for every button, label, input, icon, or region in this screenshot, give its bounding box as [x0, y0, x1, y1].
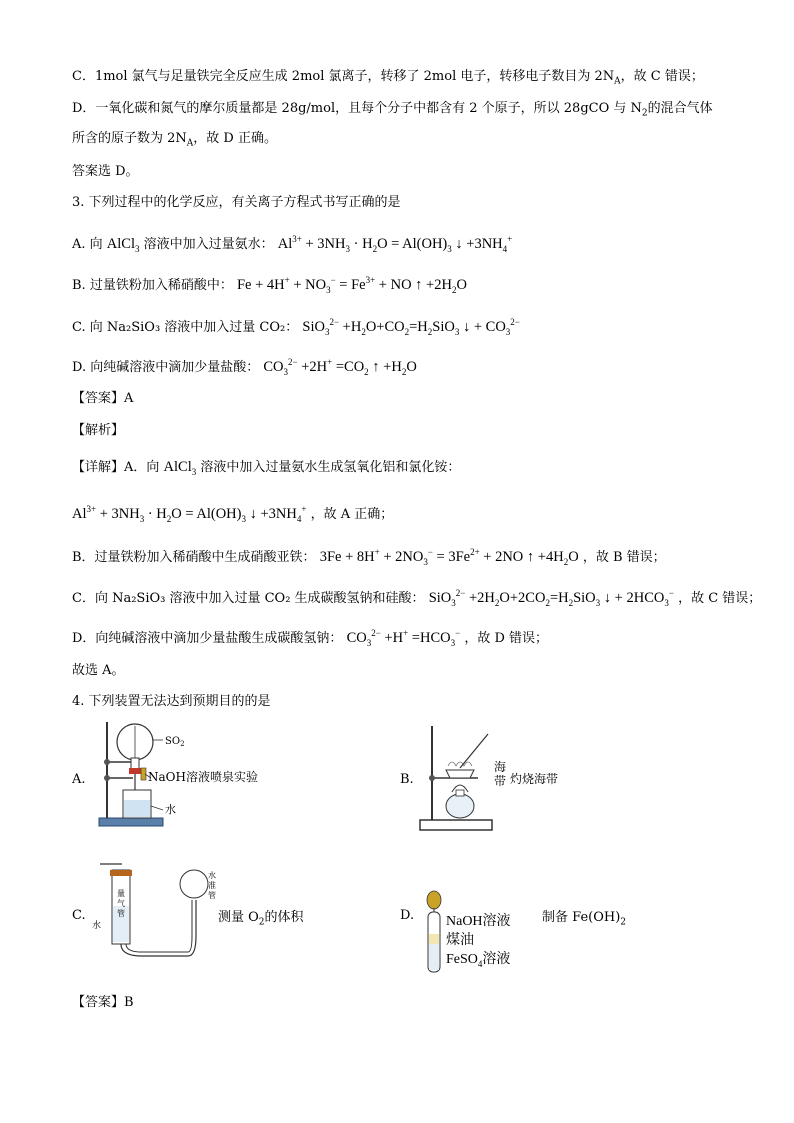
detail-a [72, 458, 460, 481]
detail-b [72, 543, 666, 571]
option-a-caption: NaOH溶液喷泉实验 [148, 770, 258, 784]
q3-option-a [72, 230, 512, 258]
formula: $Al^{3+} + 3NH_3 \cdot H_2O = Al(OH)_3$ ↓ $+3NH_4^+$ [277, 234, 513, 254]
sub: A [614, 76, 621, 87]
formula: $CO_3^{2-} +H^+ =HCO_3^-$ [346, 628, 461, 648]
text: 溶液中加入过量氨水： [143, 236, 274, 252]
text: B．过量铁粉加入稀硝酸中生成硝酸亚铁： [72, 549, 316, 565]
q3-option-b [72, 271, 467, 299]
text: 海 [494, 760, 507, 774]
text: D. 向纯碱溶液中滴加少量盐酸： [72, 359, 260, 375]
answer-label [72, 390, 133, 408]
gas-volume-figure [92, 856, 220, 964]
formula: $Fe + 4H^+ + NO_3^- = Fe^{3+}$ + NO ↑ $+2H_2O$ [236, 275, 467, 295]
text: 溶液 [482, 952, 511, 967]
naoh-label: NaOH溶液 [446, 914, 511, 929]
sub: 4 [477, 958, 483, 969]
analysis-label: 【解析】 [72, 423, 125, 438]
q3-option-d [72, 353, 417, 381]
text: ，故 C 错误； [620, 69, 704, 84]
text: 溶液中加入过量氨水生成氢氧化铝和氯化铵： [200, 460, 461, 475]
so2-label: $SO_2$ [165, 736, 185, 748]
text: 所含的原子数为 2N [72, 131, 187, 146]
text: C．向 Na₂SiO₃ 溶液中加入过量 CO₂ 生成碳酸氢钠和硅酸： [72, 590, 425, 606]
formula: $3Fe + 8H^+ + 2NO_3^- = 3Fe^{2+} + 2NO$ ↑ $+4H_2O$ [319, 547, 579, 567]
text: FeSO [446, 952, 478, 967]
text: B [124, 995, 134, 1010]
option-d-caption [542, 906, 626, 928]
text: C．1mol 氯气与足量铁完全反应生成 2mol 氯离子，转移了 2mol 电子，转移电子数目为 2N [72, 69, 615, 84]
text-line-c [72, 68, 704, 91]
option-a-letter: A. [72, 772, 86, 787]
formula: $SiO_3^{2-} +H_2O+CO_2=H_2SiO_3$ ↓ + $CO_3^{2-}$ [302, 317, 520, 337]
answer-d: 答案选 D。 [72, 164, 139, 179]
text: B. 过量铁粉加入稀硝酸中： [72, 277, 233, 293]
text: 的混合气体 [647, 101, 713, 116]
text: A. 向 [72, 236, 103, 252]
text: D．一氧化碳和氮气的摩尔质量都是 28g/mol，且每个分子中都含有 2 个原子，所以 28gCO 与 N [72, 101, 642, 116]
kelp-label [494, 760, 506, 788]
option-b-caption: 灼烧海带 [510, 772, 559, 786]
detail-d [72, 624, 548, 652]
option-d-labels [446, 912, 511, 974]
burning-kelp-figure [418, 722, 498, 834]
answer2-label [72, 994, 134, 1012]
text: 制备 Fe(OH) [542, 910, 621, 925]
leveling-tube-label: 水准管 [208, 871, 216, 900]
formula: AlCl$_3$ [106, 235, 140, 254]
text: D．向纯碱溶液中滴加少量盐酸生成碳酸氢钠： [72, 630, 343, 646]
detail-c [72, 584, 761, 612]
tube-label: 量气管 [117, 889, 125, 918]
option-c-caption [218, 906, 304, 928]
option-d-letter: D. [400, 908, 415, 923]
sub: 2 [620, 917, 627, 928]
text: 带 [494, 774, 507, 788]
sub: A [186, 138, 194, 149]
sub: 2 [258, 917, 265, 928]
text: 测量 O [218, 910, 259, 925]
text: C. 向 Na₂SiO₃ 溶液中加入过量 CO₂： [72, 319, 299, 335]
text-line-d2 [72, 130, 277, 153]
option-c-letter: C. [72, 908, 86, 923]
text-line-d [72, 100, 713, 123]
kerosene-label: 煤油 [446, 933, 474, 948]
text: 【答案】 [72, 995, 125, 1010]
choose-a: 故选 A。 [72, 663, 125, 678]
text: 【答案】 [72, 391, 125, 406]
q3-option-c [72, 313, 520, 341]
text: ，故 D 错误； [464, 630, 549, 646]
text: A [124, 391, 134, 406]
text: ，故 C 错误； [678, 590, 762, 606]
text: 【详解】 [72, 460, 125, 475]
formula: AlCl$_3$ [163, 459, 197, 477]
question-3: 3. 下列过程中的化学反应，有关离子方程式书写正确的是 [72, 195, 401, 210]
text: ，故 A 正确； [310, 506, 394, 522]
formula: $SiO_3^{2-} +2H_2O+2CO_2=H_2SiO_3$ ↓ + $2HCO_3^-$ [428, 588, 674, 608]
sub: 2 [641, 108, 648, 119]
detail-a-formula [72, 500, 393, 528]
question-4: 4. 下列装置无法达到预期目的的是 [72, 694, 271, 709]
feso4-label [446, 950, 511, 974]
text: ，故 D 正确。 [193, 131, 277, 146]
formula: $CO_3^{2-} +2H^+ =CO_2$ ↑ $+H_2O$ [263, 357, 417, 377]
option-b-letter: B. [400, 772, 414, 787]
text: A．向 [124, 460, 160, 475]
water-label: 水 [92, 921, 102, 931]
text: 的体积 [264, 910, 304, 925]
text: ，故 B 错误； [582, 549, 666, 565]
water-label: 水 [165, 803, 176, 816]
formula: $Al^{3+} + 3NH_3 \cdot H_2O = Al(OH)_3$ ↓ $+3NH_4^+$ [72, 504, 307, 524]
